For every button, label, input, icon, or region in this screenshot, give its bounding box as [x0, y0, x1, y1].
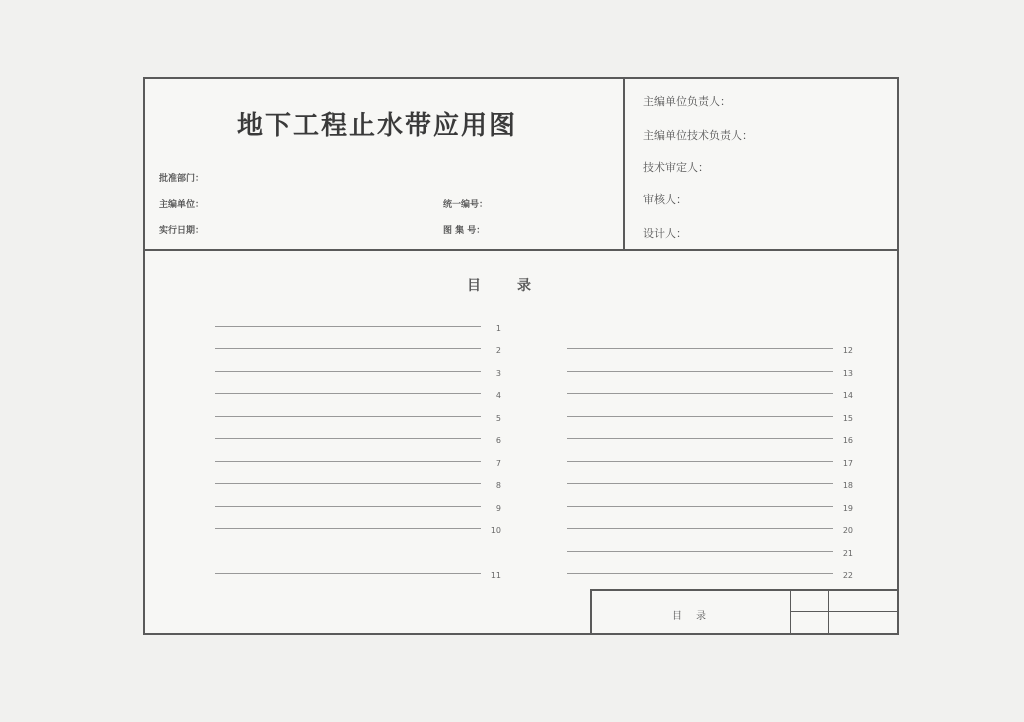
toc-item-page: 7	[495, 458, 501, 468]
toc-leader-line	[567, 483, 833, 484]
toc-item-page: 17	[842, 458, 853, 468]
toc-left-subtitle	[181, 301, 501, 313]
toc-leader-line	[215, 528, 481, 529]
approval-dept-row	[159, 171, 204, 184]
toc-item-page: 22	[842, 571, 853, 581]
toc-item[interactable]	[181, 497, 501, 520]
toc-item-page: 2	[495, 346, 501, 356]
toc-leader-line	[567, 551, 833, 552]
toc-leader-line	[215, 573, 481, 574]
sig-row-tech-review	[643, 159, 709, 175]
toc-leader-line	[567, 371, 833, 372]
effective-date-label: 实行日期：	[159, 226, 205, 236]
toc-item-page: 20	[842, 526, 853, 536]
sig-label-tech-review: 技术审定人：	[643, 161, 709, 174]
atlas-number-row	[443, 223, 485, 236]
atlas-number-label: 图 集 号：	[443, 226, 486, 236]
toc-item[interactable]	[533, 565, 853, 588]
document-title: 地下工程止水带应用图	[237, 111, 518, 141]
toc-item-page: 8	[495, 481, 501, 491]
toc-item[interactable]	[533, 520, 853, 543]
toc-leader-line	[215, 326, 481, 327]
toc-item-page: 9	[495, 503, 501, 513]
toc-item[interactable]	[181, 565, 501, 588]
toc-item-page: 3	[495, 368, 501, 378]
toc-item-page: 21	[842, 548, 853, 558]
toc-leader-line	[567, 438, 833, 439]
sig-row-reviewer	[643, 191, 687, 207]
toc-item[interactable]	[181, 385, 501, 408]
toc-item[interactable]	[533, 407, 853, 430]
toc-item[interactable]	[181, 452, 501, 475]
toc-leader-line	[215, 393, 481, 394]
signature-panel	[625, 79, 897, 251]
title-block-divider	[790, 611, 899, 612]
toc-leader-line	[567, 348, 833, 349]
toc-item[interactable]	[533, 430, 853, 453]
toc-item-page: 1	[495, 323, 501, 333]
toc-left-column	[181, 301, 501, 587]
toc-item[interactable]	[181, 317, 501, 340]
toc-item-page: 13	[842, 368, 853, 378]
toc-item-page: 15	[842, 413, 853, 423]
toc-leader-line	[567, 528, 833, 529]
toc-right-column	[533, 301, 853, 587]
toc-item[interactable]	[533, 497, 853, 520]
toc-leader-line	[567, 573, 833, 574]
toc-title: 目录	[467, 278, 567, 294]
sig-row-chief-unit	[643, 93, 731, 109]
title-block-divider	[790, 591, 791, 633]
unified-number-label: 统一编号：	[443, 200, 489, 210]
toc-item[interactable]	[181, 407, 501, 430]
toc-item[interactable]	[181, 542, 501, 565]
toc-item[interactable]	[533, 542, 853, 565]
drawing-sheet	[143, 77, 899, 635]
toc-item[interactable]	[181, 430, 501, 453]
effective-date-row	[159, 223, 204, 236]
approval-dept-label: 批准部门：	[159, 174, 205, 184]
toc-leader-line	[567, 461, 833, 462]
toc-leader-line	[215, 371, 481, 372]
sig-label-tech-lead: 主编单位技术负责人：	[643, 129, 753, 142]
toc-item[interactable]	[533, 452, 853, 475]
toc-item[interactable]	[181, 362, 501, 385]
sig-label-chief-unit: 主编单位负责人：	[643, 95, 731, 108]
toc-item-page: 11	[490, 571, 501, 581]
toc-leader-line	[215, 416, 481, 417]
toc-item[interactable]	[181, 475, 501, 498]
title-block-name: 目录	[672, 611, 720, 622]
toc-leader-line	[215, 461, 481, 462]
toc-item[interactable]	[533, 340, 853, 363]
chief-editor-label: 主编单位：	[159, 200, 205, 210]
toc-item[interactable]	[533, 385, 853, 408]
title-block-divider	[828, 591, 829, 633]
toc-item[interactable]	[533, 362, 853, 385]
chief-editor-row	[159, 197, 204, 210]
toc-leader-line	[215, 506, 481, 507]
toc-item-page: 10	[490, 526, 501, 536]
toc-leader-line	[567, 393, 833, 394]
toc-item[interactable]	[533, 317, 853, 340]
sig-row-tech-lead	[643, 127, 753, 143]
toc-item-page: 4	[495, 391, 501, 401]
toc-item-page: 6	[495, 436, 501, 446]
toc-item-page: 12	[842, 346, 853, 356]
toc-item-page: 16	[842, 436, 853, 446]
toc-item-page: 18	[842, 481, 853, 491]
toc-item[interactable]	[181, 340, 501, 363]
toc-leader-line	[567, 506, 833, 507]
unified-number-row	[443, 197, 488, 210]
toc-leader-line	[215, 438, 481, 439]
toc-item-page: 19	[842, 503, 853, 513]
toc-item[interactable]	[533, 475, 853, 498]
title-block	[590, 589, 899, 633]
sig-label-designer: 设计人：	[643, 227, 687, 240]
sig-row-designer	[643, 225, 687, 241]
toc-item[interactable]	[181, 520, 501, 543]
toc-item-page: 14	[842, 391, 853, 401]
sig-label-reviewer: 审核人：	[643, 193, 687, 206]
toc-right-spacer	[533, 301, 853, 313]
toc-item-page: 5	[495, 413, 501, 423]
toc-leader-line	[215, 348, 481, 349]
toc-leader-line	[215, 483, 481, 484]
toc-leader-line	[567, 416, 833, 417]
header-info-panel	[145, 79, 625, 251]
